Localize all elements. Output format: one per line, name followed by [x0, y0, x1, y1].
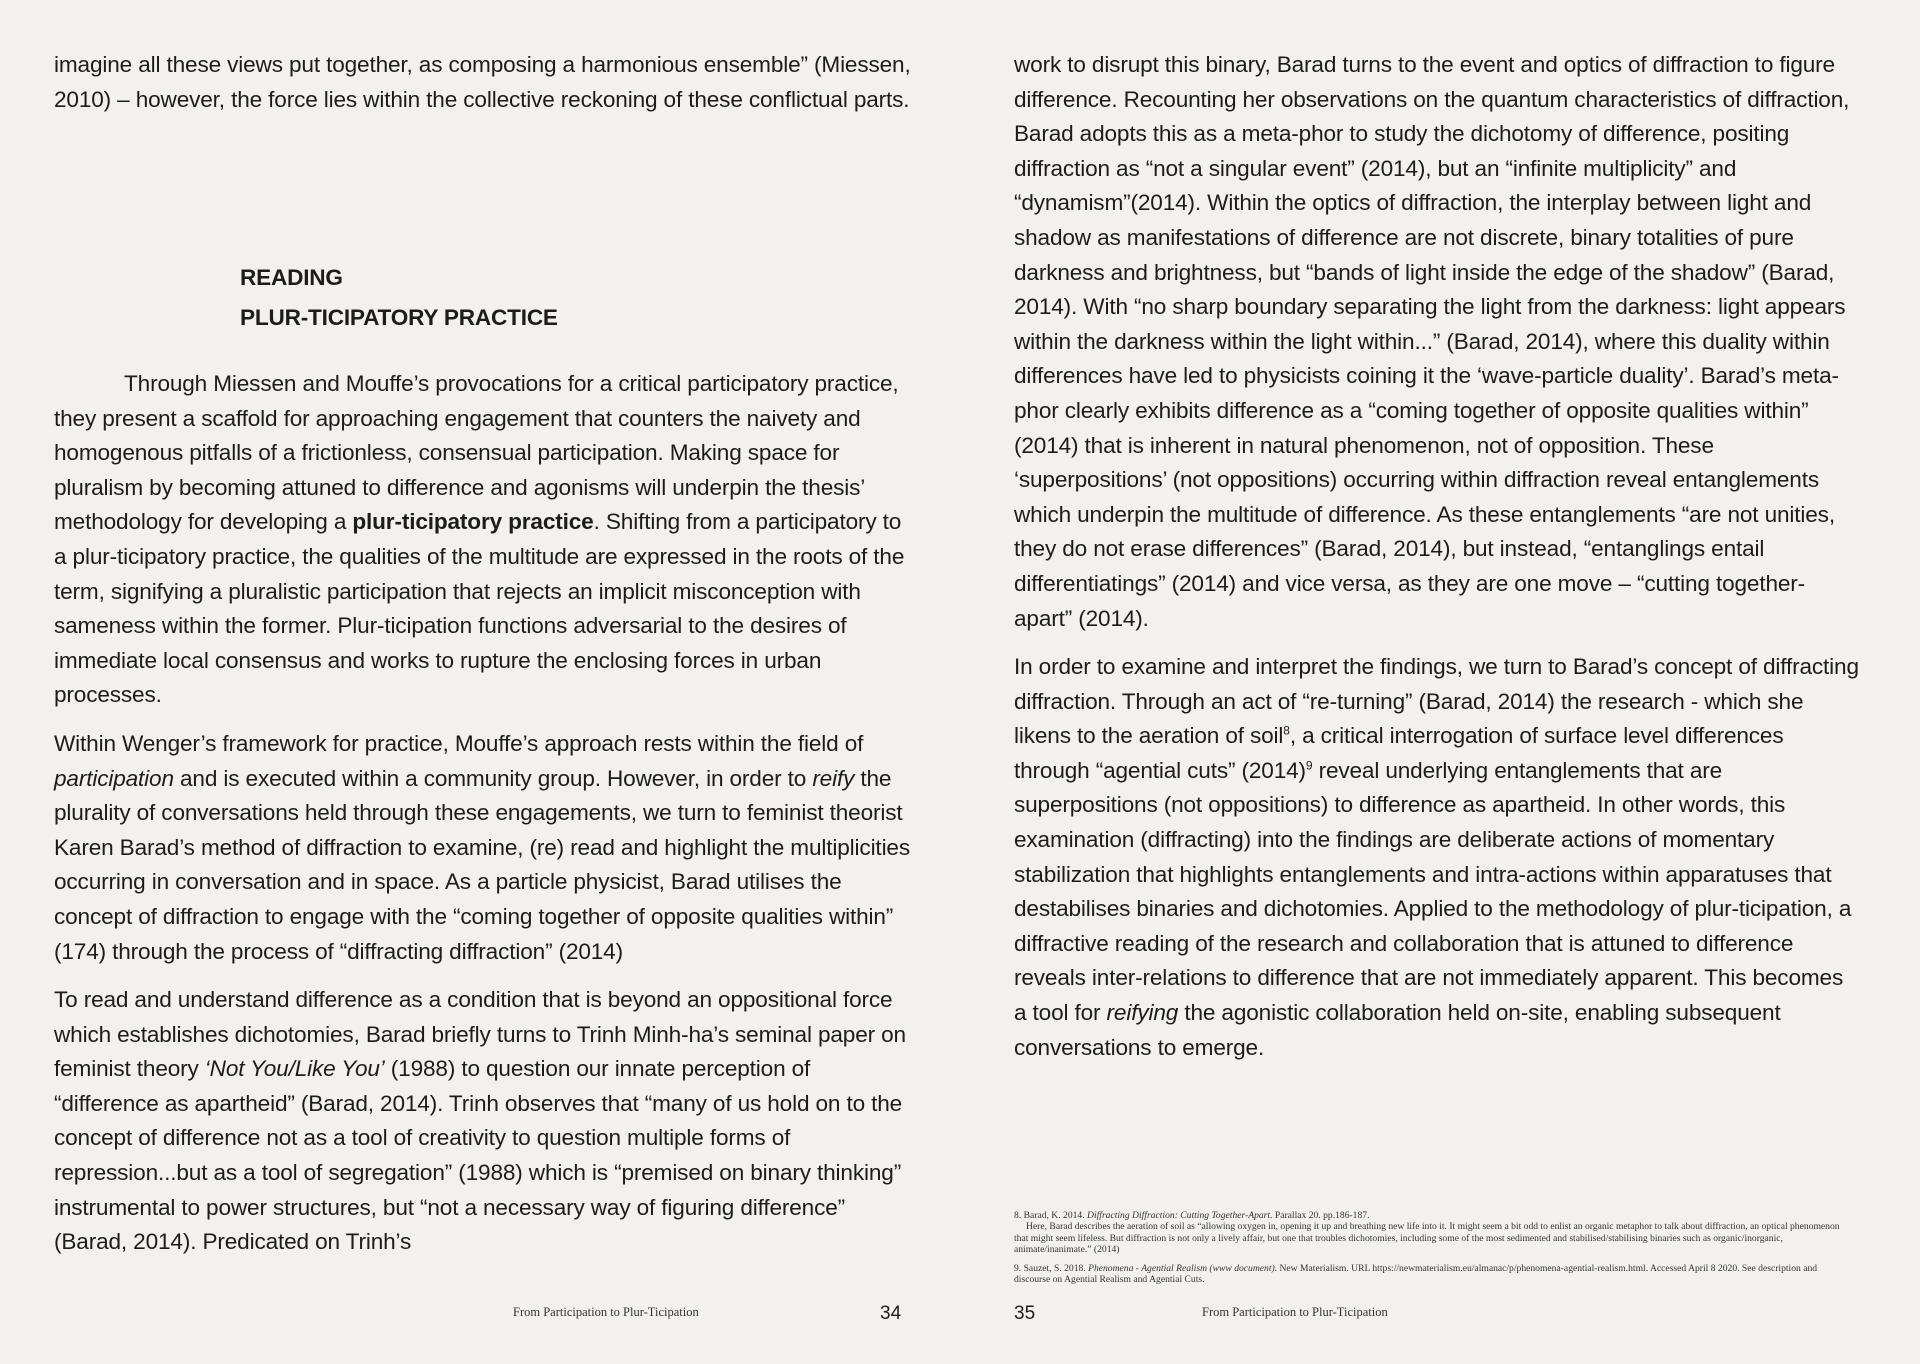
right-page: [960, 0, 1920, 1364]
p3-text-a: To read and understand difference as a condition that is beyond an oppositional force which establishes dichotomies, Barad briefly turns to Trinh Minh-ha’s seminal paper on feminist theory: [54, 987, 906, 1082]
fn9-text-b: New Materialism. URL https://newmaterialism.eu/almanac/p/phenomena-agential-realism.html. Accessed April 8 2020. See description and discourse on Agential Realism and Agential Cuts.: [1014, 1262, 1818, 1286]
left-intro-text: [54, 48, 914, 117]
paragraph-2: [54, 727, 914, 969]
p2-italic-reify: reify: [812, 765, 855, 791]
footnote-8-note: Here, Barad describes the aeration of soil as “allowing oxygen in, opening it up and breathing new life into it. It might seem a bit odd to enlist an organic metaphor to talk about diffraction, an optical phenomenon that might seem lifeless. But diffraction is not only a lively affair, but one that troubles dichotomies, including some of the most sedimented and stabilised/stabilising binaries such as organic/inorganic, animate/inanimate.” (2014): [1014, 1221, 1840, 1256]
fn8-text-b: Parallax 20. pp.186-187.: [1272, 1210, 1370, 1221]
left-body-text: [54, 367, 914, 1260]
p3-italic-title: ‘Not You/Like You’: [204, 1056, 385, 1082]
fn9-text-a: 9. Sauzet, S. 2018.: [1014, 1262, 1089, 1274]
fn8-text-a: 8. Barad, K. 2014.: [1014, 1210, 1088, 1221]
footnotes: [1014, 1210, 1844, 1285]
p5-italic-reifying: reifying: [1106, 1000, 1179, 1026]
left-page-number: 34: [880, 1303, 902, 1324]
p5-text-b: , a critical interrogation of surface level differences through “agential cuts” (2014): [1014, 723, 1784, 783]
p1-text-a: Through Miessen and Mouffe’s provocations for a critical participatory practice, they present a scaffold for approaching engagement that counters the naivety and homogenous pitfalls of a frictionless, consensual participation. Making space for pluralism by becoming attuned to difference and agonisms will underpin the thesis’ methodology for developing a: [54, 371, 899, 535]
p2-text-b: and is executed within a community group. However, in order to: [173, 765, 813, 791]
paragraph-4: work to disrupt this binary, Barad turns to the event and optics of diffraction to figure difference. Recounting her observations on the quantum characteristics of diffraction, Barad adopts this as a meta-phor to study the dichotomy of difference, positing diffraction as “not a singular event” (2014), but an “infinite multiplicity” and “dynamism”(2014). Within the optics of diffraction, the interplay between light and shadow as manifestations of difference are not discrete, binary totalities of pure darkness and brightness, but “bands of light inside the edge of the shadow” (Barad, 2014). With “no sharp boundary separating the light from the darkness: light appears within the darkness within the light within...” (Barad, 2014), where this duality within differences have led to physicists coining it the ‘wave-particle duality’. Barad’s meta-phor clearly exhibits difference as a “coming together of opposite qualities within” (2014) that is inherent in natural phenomenon, not of opposition. These ‘superpositions’ (not oppositions) occurring within diffraction reveal entanglements which underpin the multitude of difference. As these entanglements “are not unities, they do not erase differences” (Barad, 2014), but instead, “entanglings entail differentiatings” (2014) and vice versa, as they are one move – “cutting together-apart” (2014).: [1014, 52, 1850, 631]
heading-line-2: PLUR-TICIPATORY PRACTICE: [240, 305, 558, 330]
paragraph-intro: imagine all these views put together, as composing a harmonious ensemble” (Miessen, 2010) – however, the force lies within the collective reckoning of these conflictual parts.: [54, 52, 911, 112]
paragraph-1: [54, 367, 914, 713]
p5-text-c: reveal underlying entanglements that are superpositions (not oppositions) to difference as apartheid. In other words, this examination (diffracting) into the findings are deliberate actions of momentary stabilization that highlights entanglements and intra-actions within apparatuses that destabilises binaries and dichotomies. Applied to the methodology of plur-ticipation, a diffractive reading of the research and collaboration that is attuned to difference reveals inter-relations to difference that are not immediately apparent. This becomes a tool for: [1014, 757, 1852, 1026]
p1-text-b: . Shifting from a participatory to a plur-ticipatory practice, the qualities of the multitude are expressed in the roots of the term, signifying a pluralistic participation that rejects an implicit misconception with sameness within the former. Plur-ticipation functions adversarial to the desires of immediate local consensus and works to rupture the enclosing forces in urban processes.: [54, 509, 905, 708]
p3-text-b: (1988) to question our innate perception of “difference as apartheid” (Barad, 2014). Trinh observes that “many of us hold on to the concept of difference not as a tool of creativity to question multiple forms of repression...but as a tool of segregation” (1988) which is “premised on binary thinking” instrumental to power structures, but “not a necessary way of figuring difference” (Barad, 2014). Predicated on Trinh’s: [54, 1056, 903, 1255]
footnote-ref-8: 8: [1283, 723, 1290, 738]
fn9-italic-title: Phenomena - Agential Realism (www document).: [1088, 1262, 1278, 1274]
footnote-9: [1014, 1263, 1844, 1286]
left-footer-title: From Participation to Plur-Ticipation: [513, 1305, 699, 1319]
heading-line-1: READING: [240, 265, 343, 290]
p2-text-c: the plurality of conversations held through these engagements, we turn to feminist theorist Karen Barad’s method of diffraction to examine, (re) read and highlight the multiplicities occurring in conversation and in space. As a particle physicist, Barad utilises the concept of diffraction to engage with the “coming together of opposite qualities within” (174) through the process of “diffracting diffraction” (2014): [54, 765, 910, 964]
p2-italic-participation: participation: [54, 765, 174, 791]
footnote-ref-9: 9: [1305, 758, 1313, 773]
footnote-8: [1014, 1210, 1844, 1221]
p5-text-a: In order to examine and interpret the findings, we turn to Barad’s concept of diffracting diffraction. Through an act of “re-turning” (Barad, 2014) the research - which she likens to the aeration of soil: [1014, 654, 1859, 749]
fn8-italic-title: Diffracting Diffraction: Cutting Together-Apart.: [1087, 1210, 1273, 1221]
paragraph-3: [54, 983, 914, 1260]
p5-text-d: the agonistic collaboration held on-site, enabling subsequent conversations to emerge.: [1014, 1000, 1781, 1060]
p1-bold-term: plur-ticipatory practice: [352, 509, 594, 535]
paragraph-5: [1014, 650, 1859, 1065]
p2-text-a: Within Wenger’s framework for practice, Mouffe’s approach rests within the field of: [54, 730, 864, 756]
right-page-number: 35: [1014, 1303, 1036, 1324]
section-heading: [240, 258, 558, 338]
right-body-text: [1014, 48, 1859, 1065]
right-footer-title: From Participation to Plur-Ticipation: [1202, 1305, 1388, 1319]
